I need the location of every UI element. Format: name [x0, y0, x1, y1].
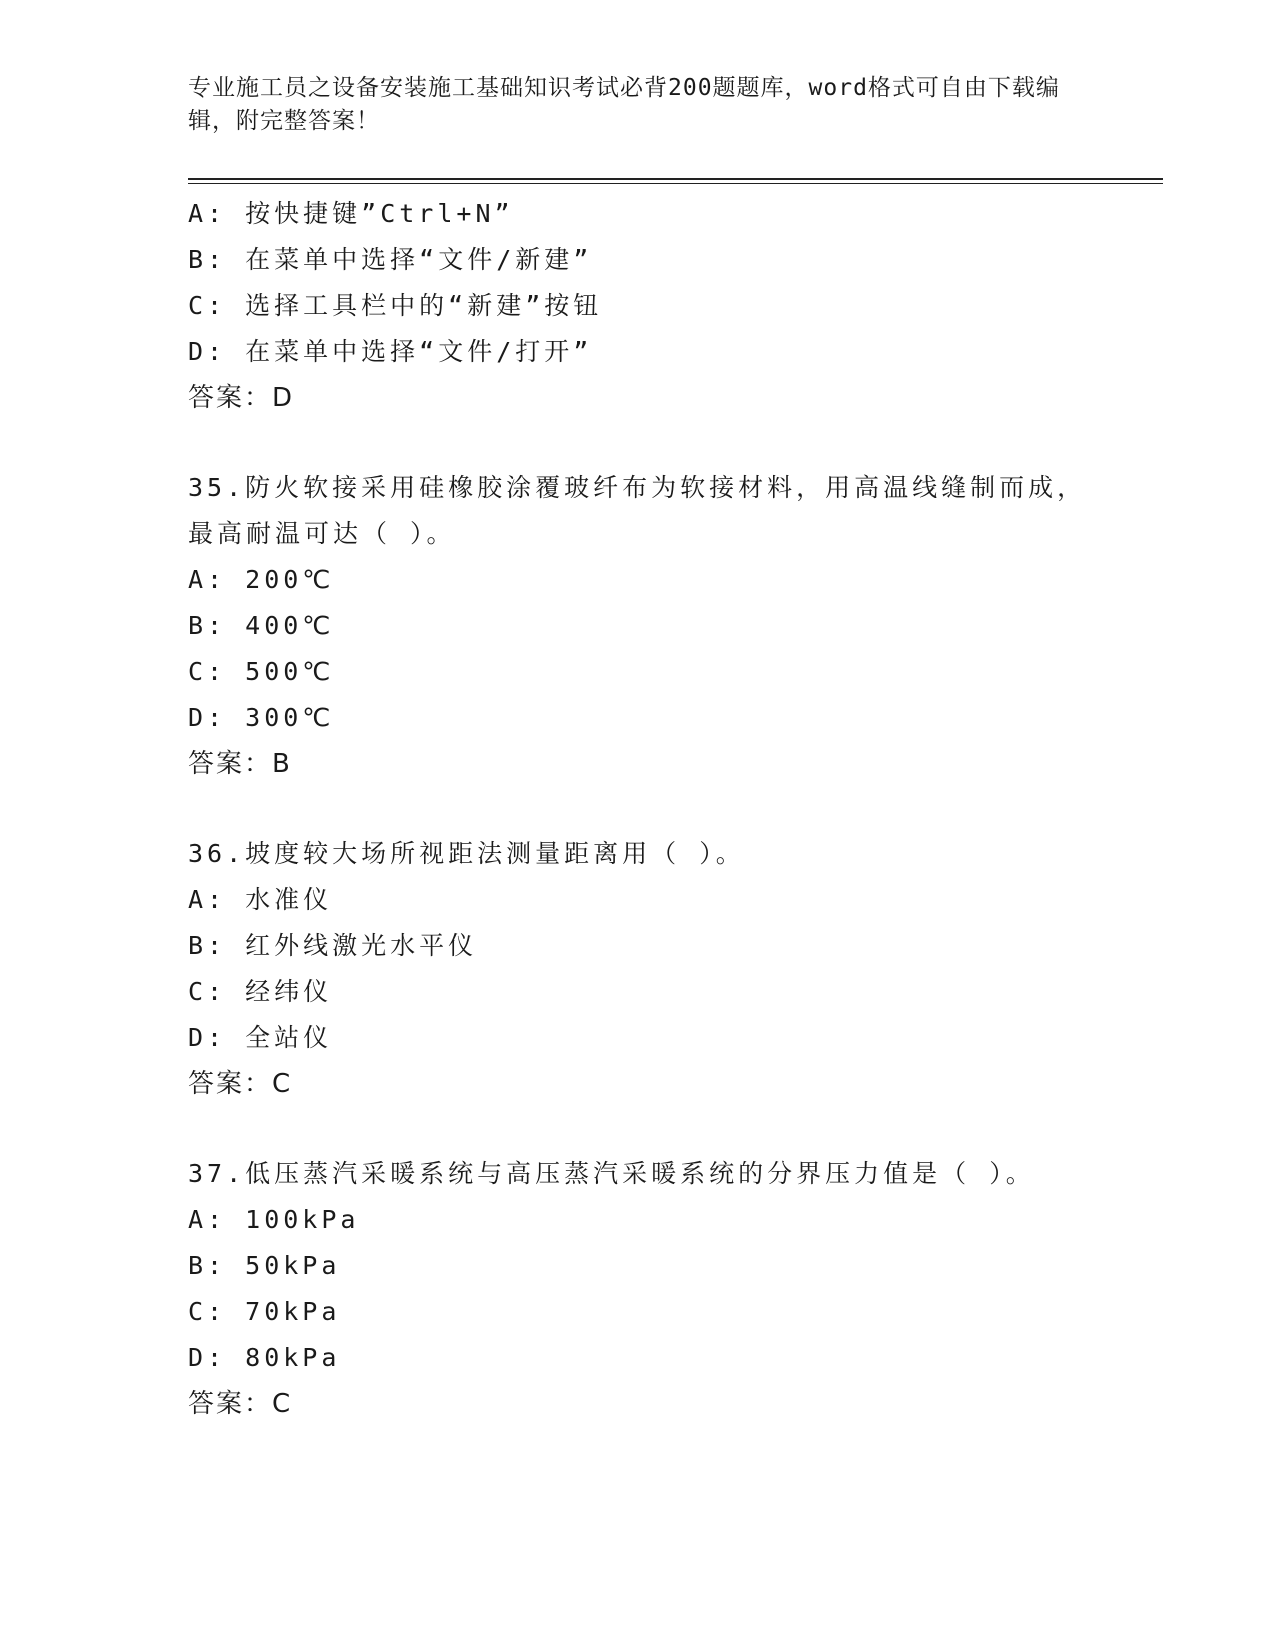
option-d: D: 在菜单中选择“文件/打开” [188, 337, 593, 366]
answer-label: 答案：B [188, 749, 292, 779]
option-a: A: 按快捷键”Ctrl+N” [188, 199, 514, 228]
question-block-37 [188, 1151, 1088, 1427]
option-c: C: 选择工具栏中的“新建”按钮 [188, 291, 603, 320]
option-d: D: 全站仪 [188, 1023, 333, 1052]
option-c: C: 500℃ [188, 657, 335, 686]
document-header: 专业施工员之设备安装施工基础知识考试必背200题题库，word格式可自由下载编辑，附完整答案！ [188, 75, 1060, 134]
spacer [188, 1107, 1088, 1151]
option-a: A: 100kPa [188, 1205, 360, 1234]
option-b: B: 在菜单中选择“文件/新建” [188, 245, 593, 274]
option-b: B: 400℃ [188, 611, 335, 640]
question-block-prev [188, 191, 1088, 421]
question-block-36 [188, 831, 1088, 1107]
question-stem: 35.防火软接采用硅橡胶涂覆玻纤布为软接材料，用高温线缝制而成， [188, 473, 1087, 502]
answer-label: 答案：D [188, 383, 295, 413]
option-d: D: 80kPa [188, 1343, 341, 1372]
header-divider-thin [188, 183, 1163, 184]
answer-label: 答案：C [188, 1389, 293, 1419]
option-b: B: 红外线激光水平仪 [188, 931, 478, 960]
header-divider [188, 178, 1163, 180]
spacer [188, 421, 1088, 465]
option-c: C: 70kPa [188, 1297, 341, 1326]
option-a: A: 200℃ [188, 565, 335, 594]
option-a: A: 水准仪 [188, 885, 333, 914]
option-b: B: 50kPa [188, 1251, 341, 1280]
question-stem-continued: 最高耐温可达（ ）。 [188, 519, 456, 548]
option-d: D: 300℃ [188, 703, 335, 732]
question-stem: 36.坡度较大场所视距法测量距离用（ ）。 [188, 839, 745, 868]
question-stem: 37.低压蒸汽采暖系统与高压蒸汽采暖系统的分界压力值是（ ）。 [188, 1159, 1035, 1188]
question-list [188, 191, 1088, 1427]
spacer [188, 787, 1088, 831]
question-block-35 [188, 465, 1088, 787]
option-c: C: 经纬仪 [188, 977, 333, 1006]
answer-label: 答案：C [188, 1069, 293, 1099]
